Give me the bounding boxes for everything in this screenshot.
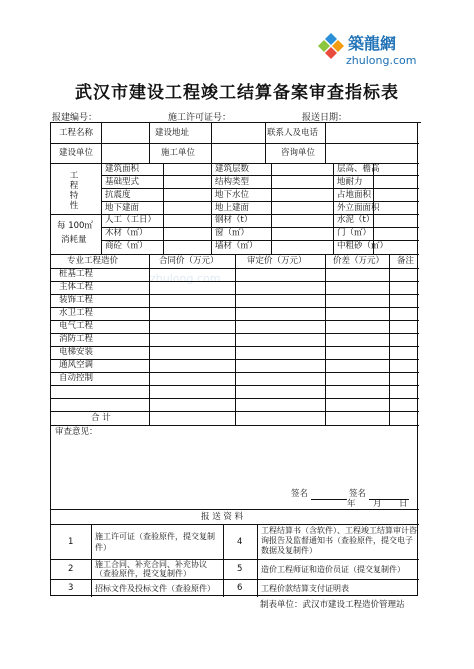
build-address-label: 建设地址 (155, 128, 190, 138)
cost-header-remark: 备注 (397, 256, 415, 266)
submit-no: 5 (237, 564, 243, 574)
contractor-label: 施工单位 (161, 148, 196, 158)
cost-item: 电气工程 (59, 321, 94, 331)
year-label: 年 (347, 499, 356, 509)
submit-item: 工程价款结算支付证明表 (261, 584, 349, 593)
owner-label: 建设单位 (59, 148, 94, 158)
submit-no: 1 (68, 537, 74, 547)
cost-header-item: 专业工程造价 (67, 256, 119, 266)
features-label: 工程特性 (69, 171, 79, 211)
feature-cell: 层高、檐高 (337, 164, 380, 174)
submit-item: 造价工程师证和造价员证（提交复制件） (261, 565, 405, 574)
feature-cell: 建筑层数 (215, 164, 250, 174)
feature-cell: 抗震度 (105, 190, 131, 200)
consultant-label: 咨询单位 (281, 148, 316, 158)
consumption-cell: 商砼（㎡） (105, 241, 148, 251)
consumption-cell: 窗（㎡） (215, 228, 250, 238)
feature-cell: 地耐力 (337, 177, 363, 187)
consumption-label-top: 每 100㎡ (57, 221, 93, 231)
logo-icon (316, 31, 346, 61)
zhulong-logo (316, 28, 436, 74)
consumption-label-bottom: 消耗量 (61, 235, 87, 245)
logo-domain: zhulong.com (346, 54, 417, 67)
review-label: 审查意见： (55, 427, 98, 437)
sign2-label: 签名 (349, 489, 367, 499)
permit-no-label: 施工许可证号： (168, 113, 232, 123)
footer-issuer: 制表单位：武汉市建设工程造价管理站 (260, 600, 405, 610)
contact-label: 联系人及电话 (267, 128, 319, 138)
cost-item: 桩基工程 (59, 269, 94, 279)
feature-cell: 结构类型 (215, 177, 250, 187)
consumption-cell: 水泥（t） (337, 215, 375, 225)
cost-item: 主体工程 (59, 282, 94, 292)
submit-no: 4 (237, 537, 243, 547)
consumption-cell: 钢材（t） (215, 215, 253, 225)
sign1-label: 签名 (291, 489, 309, 499)
consumption-cell: 木材（㎡） (105, 228, 148, 238)
cost-item: 水卫工程 (59, 308, 94, 318)
submit-no: 3 (68, 583, 74, 593)
feature-cell: 占地面积 (337, 190, 372, 200)
month-label: 月 (373, 499, 382, 509)
watermark: zhulong.com (150, 272, 221, 285)
consumption-cell: 墙材（㎡） (215, 241, 258, 251)
cost-header-audit: 审定价（万元） (247, 256, 307, 266)
submit-item: 施工许可证（查验原件，提交复制件） (95, 532, 215, 552)
consumption-cell: 门（㎡） (337, 228, 372, 238)
feature-cell: 地上建面 (215, 203, 250, 213)
report-no-label: 报建编号： (52, 113, 98, 123)
total-label: 合 计 (91, 413, 111, 423)
submit-no: 6 (237, 583, 243, 593)
logo-name: 築龍網 (348, 34, 397, 53)
cost-item: 通风空调 (59, 360, 94, 370)
date-label: 报送日期： (302, 113, 348, 123)
consumption-cell: 人工（工日） (105, 215, 157, 225)
feature-cell: 地下建面 (105, 203, 140, 213)
submit-item: 招标文件及投标文件（查验原件） (95, 584, 215, 593)
day-label: 日 (399, 499, 408, 509)
feature-cell: 建筑面积 (105, 164, 140, 174)
submit-no: 2 (68, 564, 74, 574)
cost-item: 消防工程 (59, 334, 94, 344)
project-name-label: 工程名称 (59, 128, 94, 138)
cost-item: 自动控制 (59, 373, 94, 383)
consumption-cell: 中粗砂（㎡） (337, 241, 389, 251)
submit-header: 报 送 资 料 (201, 512, 244, 522)
cost-header-contract: 合同价（万元） (159, 256, 219, 266)
submit-item: 施工合同、补充合同、补充协议（查验原件，提交复制件） (95, 560, 207, 578)
cost-item: 电梯安装 (59, 347, 94, 357)
feature-cell: 基础型式 (105, 177, 140, 187)
feature-cell: 外立面面积 (337, 203, 380, 213)
cost-item: 装饰工程 (59, 295, 94, 305)
cost-header-diff: 价差（万元） (333, 256, 385, 266)
page-title: 武汉市建设工程竣工结算备案审查指标表 (75, 83, 399, 103)
submit-item: 工程结算书（含软件）、工程竣工结算审计咨询报告及监督通知书（查验原件，提交电子数据及复制件） (261, 526, 417, 555)
feature-cell: 地下水位 (215, 190, 250, 200)
form-table (50, 122, 418, 596)
